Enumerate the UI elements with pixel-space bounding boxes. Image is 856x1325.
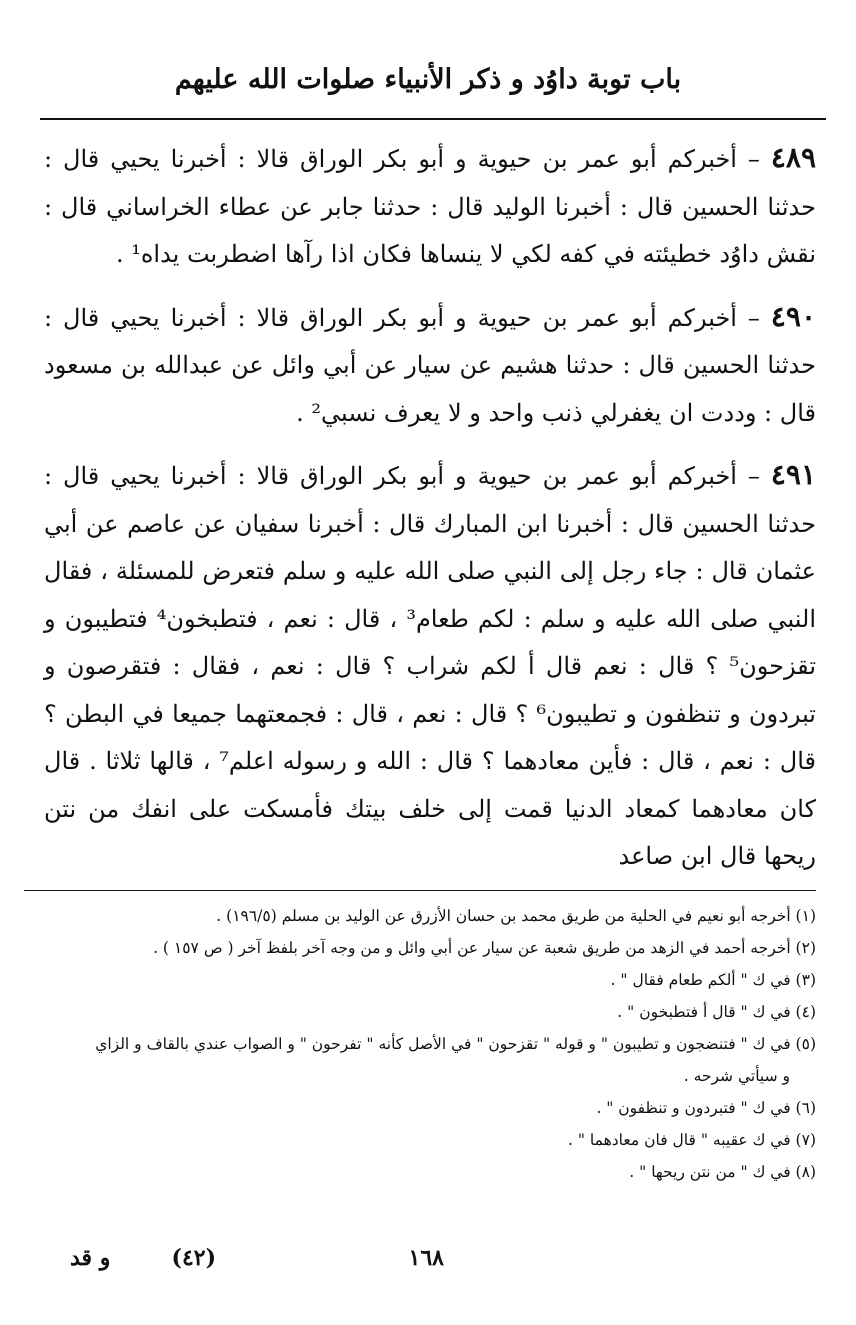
footnote-5-cont-text: و سيأتي شرحه .	[683, 1067, 790, 1085]
entry-number: ٤٨٩	[770, 141, 816, 174]
footnote-6: (٦) في ك " فتبردون و تنظفون " .	[596, 1099, 816, 1117]
main-text	[44, 134, 816, 895]
entry-number: ٤٩٠	[770, 299, 816, 333]
footnote-1: (١) أخرجه أبو نعيم في الحلية من طريق محمد بن حسان الأزرق عن الوليد بن مسلم (١٩٦/٥) .	[216, 907, 816, 925]
footnote-7: (٧) في ك عقيبه " قال فان معادهما " .	[568, 1131, 816, 1149]
hadith-entry-489	[44, 134, 816, 279]
hadith-entry-491	[44, 451, 816, 881]
entry-text: – أخبركم أبو عمر بن حيوية و أبو بكر الوراق قالا : أخبرنا يحيي قال : حدثنا الحسين قال : حدثنا هشيم عن سيار عن أبي وائل عن عبدالله بن مسعود قال : وددت ان يغفرلي ذنب واحد و لا يعرف نسبي² .	[44, 303, 816, 427]
footnote-4: (٤) في ك " قال أ فتطبخون " .	[617, 1003, 816, 1021]
running-header: باب توبة داوُد و ذكر الأنبياء صلوات الله عليهم	[174, 64, 682, 95]
catchword: و قد	[70, 1245, 111, 1271]
footnotes	[40, 900, 816, 1188]
entry-number: ٤٩١	[770, 458, 816, 491]
footnote-rule	[24, 890, 816, 891]
signature-mark: (٤٢)	[171, 1245, 216, 1271]
footnote-5-continuation	[40, 1060, 816, 1092]
footnote-2: (٢) أخرجه أحمد في الزهد من طريق شعبة عن سيار عن أبي وائل و من وجه آخر بلفظ آخر ( ص ١٥٧ ) .	[153, 939, 816, 957]
hadith-entry-490	[44, 293, 816, 438]
footnote-5: (٥) في ك " فتنضجون و تطيبون " و قوله " تقزحون " في الأصل كأنه " تفرحون " و الصواب عندي بالقاف و الزاي	[95, 1035, 816, 1053]
footnote-8: (٨) في ك " من نتن ريحها " .	[629, 1163, 816, 1181]
footnote-3: (٣) في ك " ألكم طعام فقال " .	[610, 971, 816, 989]
header-rule	[40, 118, 826, 120]
page-footer	[40, 1245, 816, 1281]
entry-text: – أخبركم أبو عمر بن حيوية و أبو بكر الوراق قالا : أخبرنا يحيي قال : حدثنا الحسين قال : أخبرنا ابن المبارك قال : أخبرنا سفيان عن عاصم عن أبي عثمان قال : جاء رجل إلى النبي صلى الله عليه و سلم فتعرض للمسئلة ، فقال النبي صلى الله عليه و سلم : لكم طعام³ ، قال : نعم ، فتطبخون⁴ فتطيبون و تقزحون⁵ ؟ قال : نعم قال أ لكم شراب ؟ قال : نعم ، فقال : فتقرصون و تبردون و تنظفون و تطيبون⁶ ؟ قال : نعم ، قال : فجمعتهما جميعا في البطن ؟ قال : نعم ، قال : فأين معادهما ؟ قال : الله و رسوله اعلم⁷ ، قالها ثلاثا . قال كان معادهما كمعاد الدنيا قمت إلى خلف بيتك فأمسكت على انفك من نتن ريحها قال ابن صاعد	[44, 462, 816, 870]
page-number: ١٦٨	[408, 1245, 444, 1271]
entry-text: – أخبركم أبو عمر بن حيوية و أبو بكر الوراق قالا : أخبرنا يحيي قال : حدثنا الحسين قال : أخبرنا الوليد قال : حدثنا جابر عن عطاء الخراساني قال : نقش داوُد خطيئته في كفه لكي لا ينساها فكان اذا رآها اضطربت يداه¹ .	[44, 145, 816, 268]
